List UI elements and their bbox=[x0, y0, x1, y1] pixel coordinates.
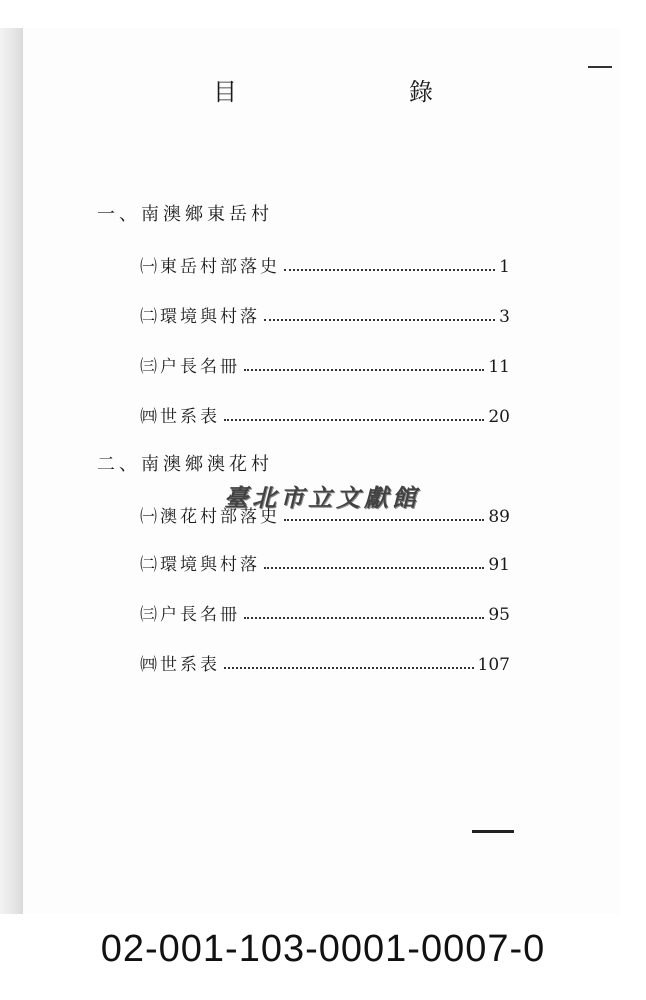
toc-page-number: 20 bbox=[488, 407, 510, 427]
toc-entry[interactable] bbox=[140, 545, 510, 575]
bottom-page-mark bbox=[472, 830, 514, 833]
dot-leader bbox=[244, 369, 484, 371]
toc-entry-label: ㈣世系表 bbox=[140, 407, 220, 427]
toc-entry-label: ㈣世系表 bbox=[140, 655, 220, 675]
toc-entry[interactable] bbox=[140, 645, 510, 675]
toc-entry-label: ㈡環境與村落 bbox=[140, 307, 260, 327]
toc-entry-label: ㈢户長名冊 bbox=[140, 605, 240, 625]
toc-entry[interactable] bbox=[140, 347, 510, 377]
section-heading: 一、南澳鄉東岳村 bbox=[97, 204, 273, 225]
title-char-right: 錄 bbox=[409, 78, 433, 106]
dot-leader bbox=[284, 519, 484, 521]
title-char-left: 目 bbox=[213, 78, 237, 106]
toc-page-number: 91 bbox=[488, 555, 510, 575]
toc-entry[interactable] bbox=[140, 595, 510, 625]
toc-entry[interactable] bbox=[140, 247, 510, 277]
toc-page-number: 89 bbox=[488, 507, 510, 527]
dot-leader bbox=[264, 319, 495, 321]
toc-page-number: 107 bbox=[477, 655, 510, 675]
scan-page-edge bbox=[0, 28, 23, 914]
toc-entry-label: ㈢户長名冊 bbox=[140, 357, 240, 377]
dot-leader bbox=[224, 419, 484, 421]
toc-page-number: 11 bbox=[488, 357, 510, 377]
toc-page-number: 3 bbox=[499, 307, 510, 327]
archive-code: 02-001-103-0001-0007-0 bbox=[100, 928, 546, 970]
dot-leader bbox=[244, 617, 484, 619]
toc-page-number: 1 bbox=[499, 257, 510, 277]
dot-leader bbox=[264, 567, 484, 569]
dot-leader bbox=[224, 667, 474, 669]
toc-entry-label: ㈡環境與村落 bbox=[140, 555, 260, 575]
toc-page-number: 95 bbox=[488, 605, 510, 625]
dot-leader bbox=[284, 269, 495, 271]
toc-entry-label: ㈠東岳村部落史 bbox=[140, 257, 280, 277]
toc-entry-label: ㈠澳花村部落史 bbox=[140, 507, 280, 527]
toc-entry[interactable] bbox=[140, 297, 510, 327]
toc-entry[interactable] bbox=[140, 397, 510, 427]
section-heading: 二、南澳鄉澳花村 bbox=[97, 454, 273, 475]
page-title bbox=[213, 72, 433, 112]
top-corner-mark bbox=[588, 66, 612, 68]
library-stamp: 臺北市立文獻館 bbox=[224, 483, 420, 512]
